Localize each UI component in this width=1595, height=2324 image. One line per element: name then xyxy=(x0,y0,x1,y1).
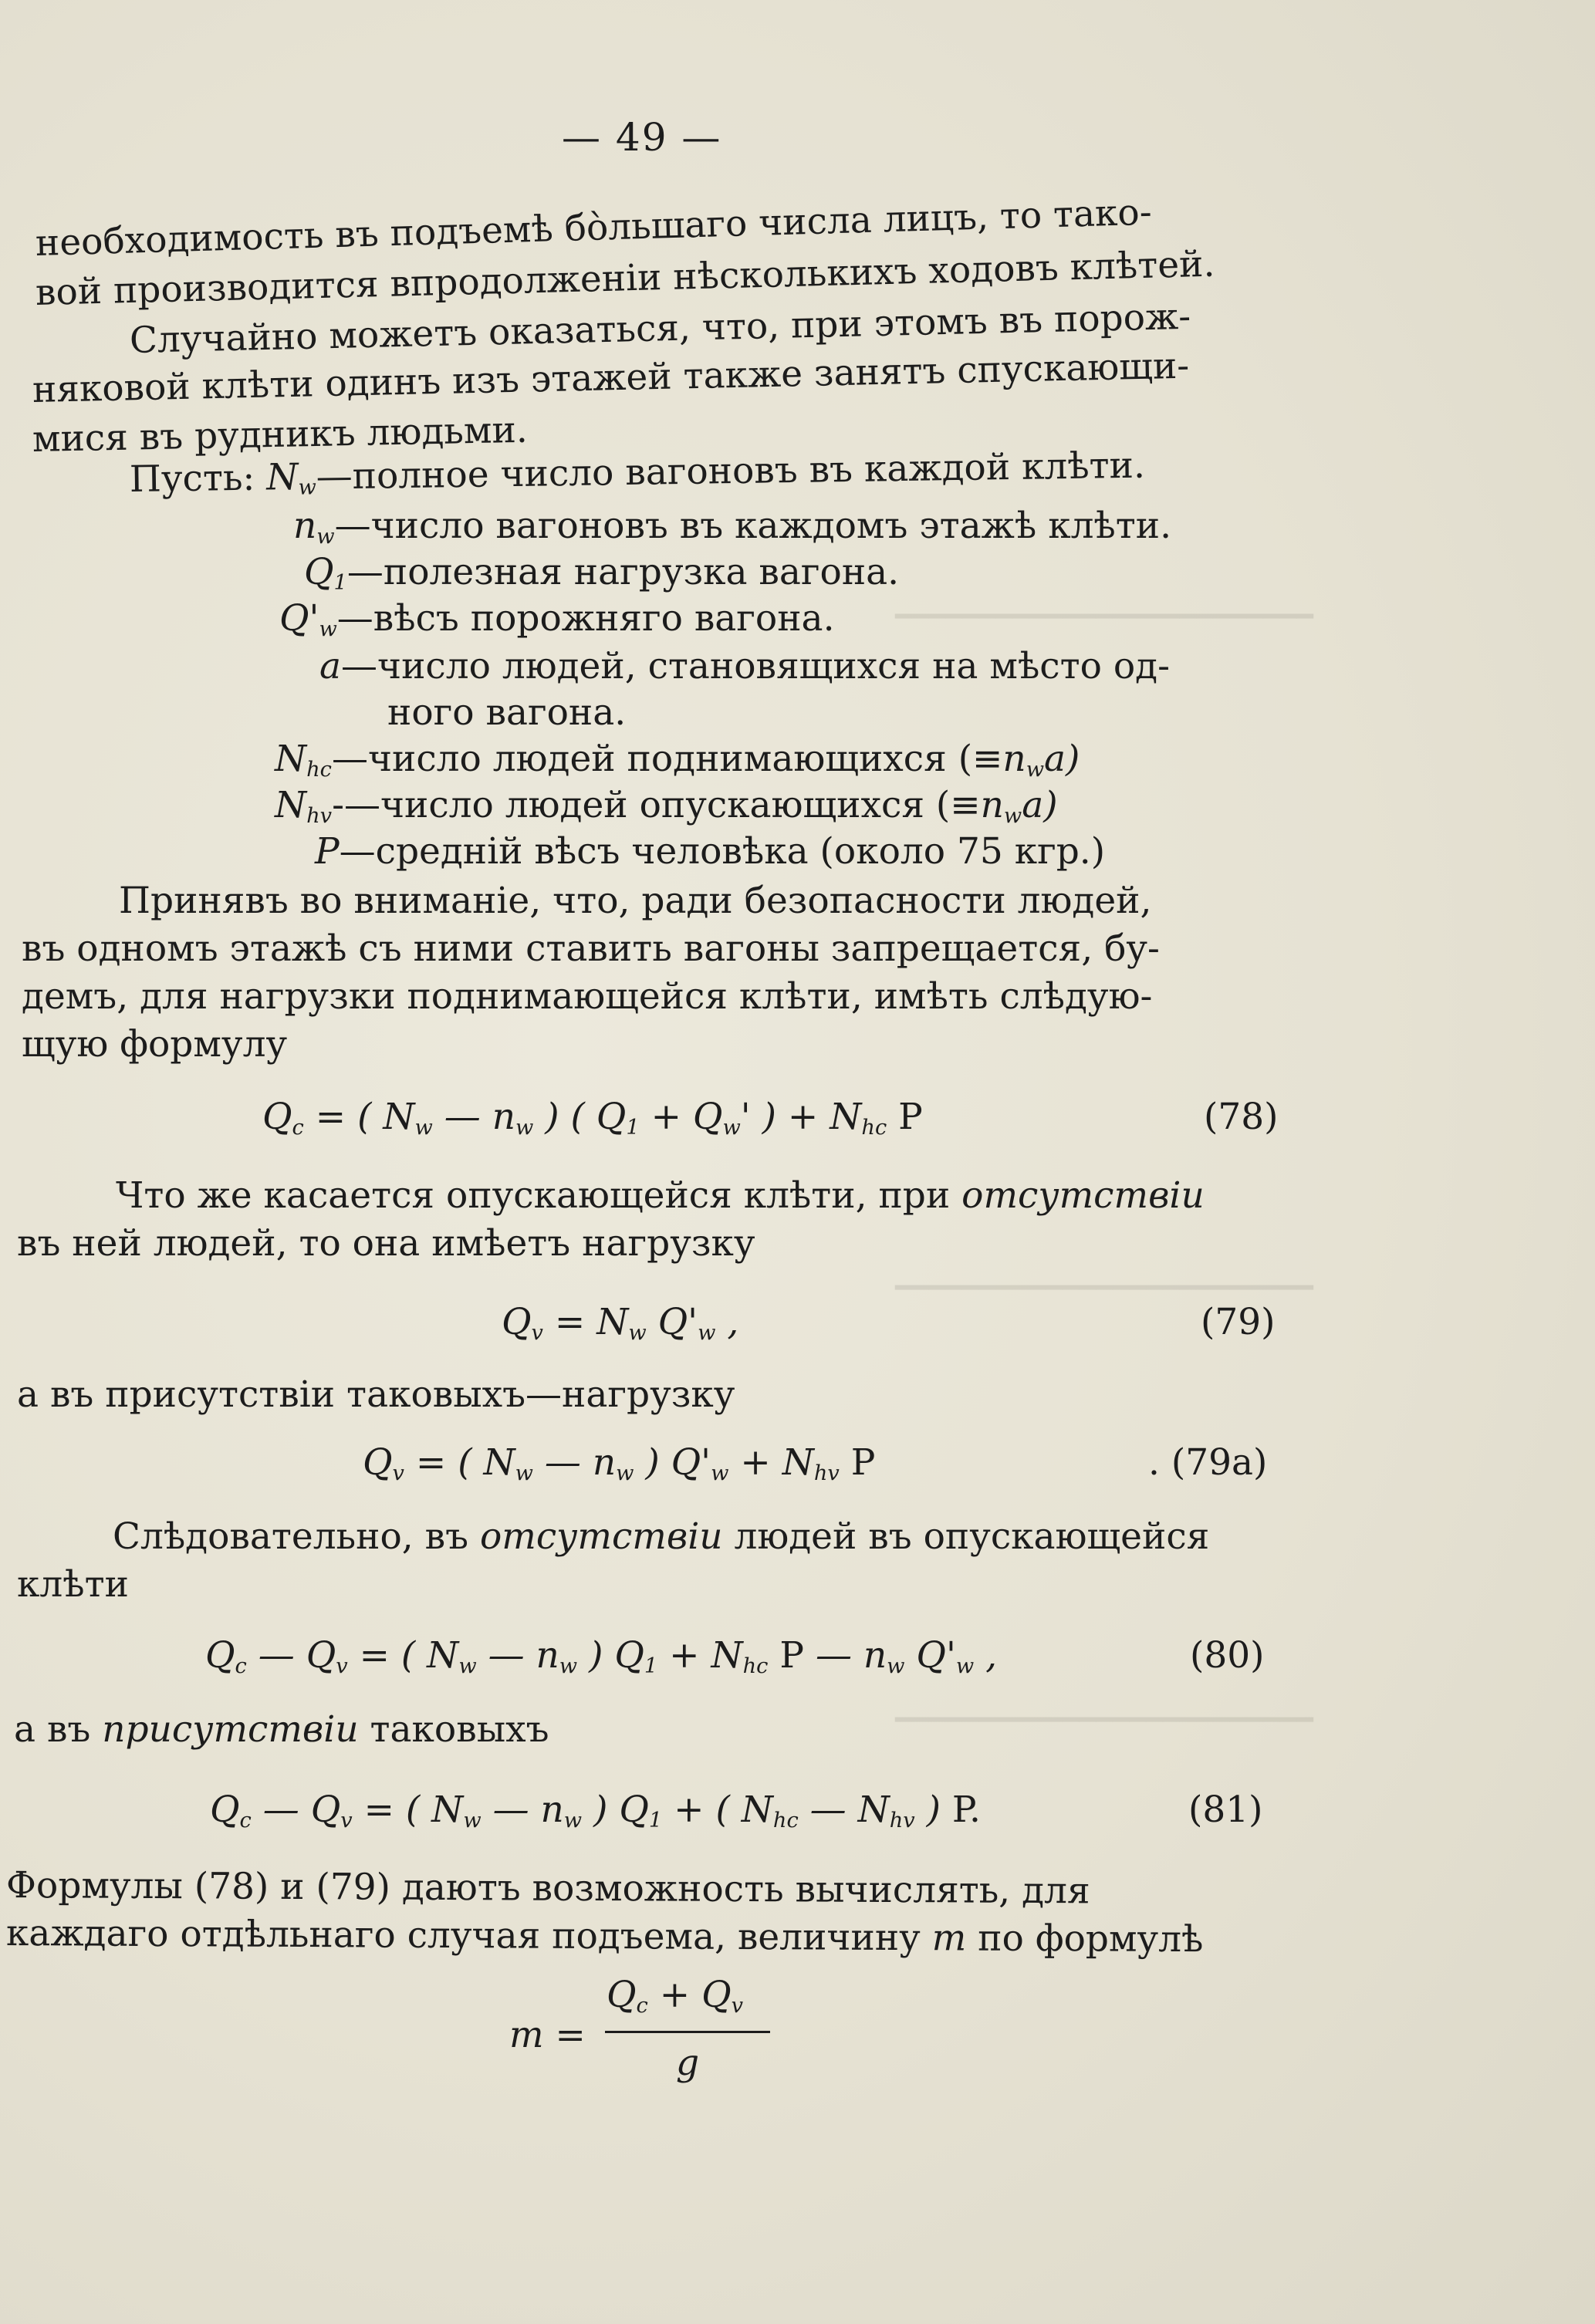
text-line: а въ присутствіи таковыхъ—нагрузку xyxy=(17,1373,735,1416)
emphasis: отсутствіи xyxy=(961,1174,1205,1217)
definition-line: $Q'_w—вѣсъ$ порожняго вагона. xyxy=(279,597,835,641)
definition-line: $n_w—число$ вагоновъ въ каждомъ этажѣ клѣти. xyxy=(293,505,1172,549)
definition-text: —число людей, становящихся на мѣсто од- xyxy=(341,645,1170,687)
page-number: — 49 — xyxy=(562,115,722,160)
text-line: Что же касается опускающейся клѣти, при отсутствіи xyxy=(116,1174,1205,1217)
definition-line: Пусть: $N_w—полное$ число вагоновъ въ каждой клѣти. xyxy=(129,444,1146,501)
equation-78: $Q_c$ = ( $N_w$ — $n_w$ ) ( $Q_1 + Q_w'$ ) + $N_{hc}$ P xyxy=(262,1096,923,1140)
emphasis: отсутствіи xyxy=(479,1515,723,1558)
symbol: P xyxy=(315,830,340,873)
symbol: Q xyxy=(304,551,334,593)
symbol: N xyxy=(265,455,299,499)
text-line: а въ присутствіи таковыхъ xyxy=(14,1708,549,1751)
equation-number: (80) xyxy=(1190,1634,1265,1677)
text-line: каждаго отдѣльнаго случая подъема, величину m по формулѣ xyxy=(5,1912,1204,1961)
equation-81: $Q_c$ — $Q_v$ = ( $N_w$ — $n_w$ ) $Q_1$ + ( $N_{hc}$ — $N_{hv}$ ) P. xyxy=(210,1789,981,1833)
definition-text: -—число людей опускающихся ( xyxy=(332,784,951,826)
text-line: Формулы (78) и (79) даютъ возможность вычислять, для xyxy=(5,1864,1090,1913)
definition-text: —полное число вагоновъ въ каждой клѣти. xyxy=(316,444,1146,498)
fraction-bar xyxy=(605,2031,770,2033)
equation-79a: $Q_v$ = ( $N_w$ — $n_w$ ) $Q'_w + N_{hv}$ P xyxy=(363,1441,876,1485)
emphasis: присутствіи xyxy=(102,1708,359,1751)
text-line: Слѣдовательно, въ отсутствіи людей въ опускающейся xyxy=(113,1515,1210,1558)
definition-text: —полезная нагрузка вагона. xyxy=(346,551,900,593)
definition-line: $N_{hv}-—число$ людей опускающихся $(\equiv n_wa)$ xyxy=(275,784,1058,828)
definition-line xyxy=(319,643,1170,690)
equation-final-lhs: m = xyxy=(509,2014,586,2056)
equation-number: (78) xyxy=(1204,1096,1279,1138)
equation-number: (79) xyxy=(1201,1301,1276,1343)
text-line: клѣти xyxy=(17,1563,129,1606)
fraction-numerator: $Q_c + Q_v$ xyxy=(607,1974,744,2018)
text-line: въ одномъ этажѣ съ ними ставить вагоны запрещается, бу- xyxy=(22,927,1160,970)
text-line: мися въ рудникъ людьми. xyxy=(32,408,529,461)
definition-text: —вѣсъ порожняго вагона. xyxy=(336,597,835,640)
text-line: Принявъ во вниманіе, что, ради безопасности людей, xyxy=(119,880,1152,922)
definition-line: $Q_1—полезная$ нагрузка вагона. xyxy=(304,551,900,595)
equation-79: $Q_v = N_w$ $Q'_w$ , xyxy=(502,1301,739,1345)
definition-text: —число вагоновъ въ каждомъ этажѣ клѣти. xyxy=(334,505,1172,547)
symbol: n xyxy=(293,505,317,547)
bleed-through-text: ━━━━━━━━━━━━━━━━━━━━━━━━━ xyxy=(895,601,1313,633)
text-line: демъ, для нагрузки поднимающейся клѣти, имѣть слѣдую- xyxy=(22,975,1153,1018)
symbol: N xyxy=(275,738,307,780)
definition-line xyxy=(315,829,1105,875)
symbol: N xyxy=(275,784,307,826)
fraction-denominator: g xyxy=(676,2042,700,2084)
symbol: a xyxy=(319,645,342,687)
bleed-through-text: ━━━━━━━━━━━━━━━━━━━━━━━━━ xyxy=(895,1704,1313,1736)
text-line: необходимость въ подъемѣ бо̀льшаго числа лицъ, то тако- xyxy=(35,191,1153,265)
equation-80: $Q_c$ — $Q_v$ = ( $N_w$ — $n_w$ ) $Q_1 + N_{hc}$ P — $n_w$ $Q'_w$ , xyxy=(205,1634,998,1678)
text-line: Случайно можетъ оказаться, что, при этомъ въ порож- xyxy=(129,295,1191,362)
definitions-lead: Пусть: xyxy=(129,456,255,501)
equation-number: . (79a) xyxy=(1148,1441,1268,1484)
text-line: няковой клѣти одинъ изъ этажей также занятъ спускающи- xyxy=(32,344,1190,411)
symbol: Q' xyxy=(279,597,319,640)
equation-number: (81) xyxy=(1188,1789,1263,1831)
definition-text: —средній вѣсъ человѣка (около 75 кгр.) xyxy=(339,830,1106,873)
definition-line: $N_{hc}—число$ людей поднимающихся $(\equiv n_wa)$ xyxy=(275,738,1080,782)
bleed-through-text: ━━━━━━━━━━━━━━━━━━━━━━━━━ xyxy=(895,1272,1313,1304)
definition-line: ного вагона. xyxy=(387,691,627,734)
text-line: вой производится впродолженіи нѣсколькихъ ходовъ клѣтей. xyxy=(35,242,1215,314)
emphasis: m xyxy=(931,1917,967,1960)
text-line: щую формулу xyxy=(22,1023,288,1066)
definition-text: —число людей поднимающихся ( xyxy=(331,738,973,780)
text-line: въ ней людей, то она имѣетъ нагрузку xyxy=(17,1222,755,1265)
